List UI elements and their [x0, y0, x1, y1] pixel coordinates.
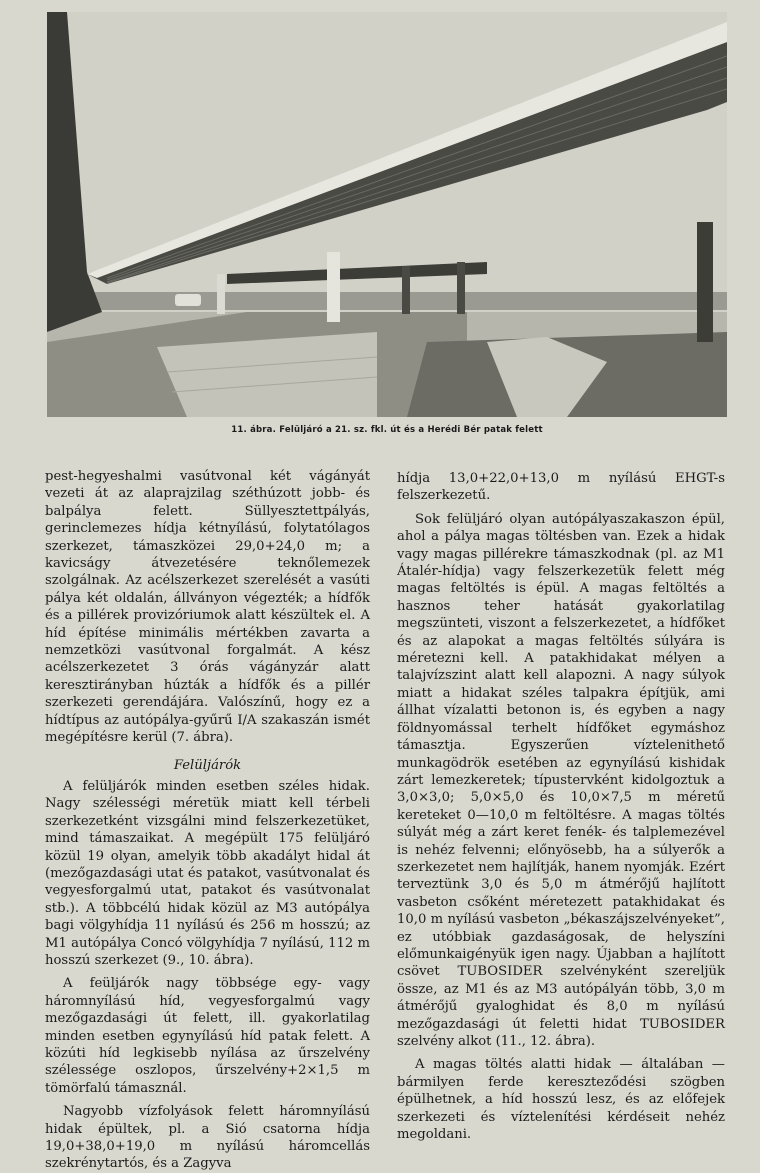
section-heading: Felüljárók — [173, 757, 242, 773]
bridge-photo — [47, 12, 727, 417]
text-column-left — [45, 468, 370, 1173]
bridge-photo-illustration — [47, 12, 727, 417]
paragraph: Sok felüljáró olyan autópályaszakaszon épül, ahol a pálya magas töltésben van. Ezek a hidak vagy magas pillérekre támaszkodnak (pl. az M1 Átalér-hídja) vagy felszerkezetük felett még magas feltöltés is épül. A magas feltöltés a hasznos teher hatását gyakorlatilag megszünteti, viszont a felszerkezetet, a hídfőket és az alapokat a magas feltöltés súlyára is méretezni kell. A patakhidakat mélyen a talajvízszint alatt kell alapozni. A nagy súlyok miatt a hidakat széles talpakra építjük, ami állhat vízalatti betonon is, és egyben a nagy földnyomással terhelt hídfőket egymáshoz támasztja. Egyszerűen víztelenithető munkagödrök esetében az egynyílású kishidak zárt lemezkeretek; típustervként kidolgoztuk a 3,0×3,0; 5,0×5,0 és 10,0×7,5 m méretű kereteket 0—10,0 m feltöltésre. A magas töltés súlyát még a zárt keret fenék- és talplemezével is nehéz felvenni; előnyösebb, ha a súlyerők a szerkezetet nem hajlítják, hanem nyomják. Ezért terveztünk 3,0 és 5,0 m átmérőjű hajlított vasbeton csőként méretezett patakhidakat és 10,0 m nyílású vasbeton „békaszájszelvényeket”, ez utóbbiak gazdaságosak, de helyszíni előmunkaigényük igen nagy. Újabban a hajlított csövet TUBOSIDER szelvényként szereljük össze, az M1 és az M3 autópályán több, 3,0 m átmérőjű gyaloghidat és 8,0 m nyílású mezőgazdasági út feletti hidat TUBOSIDER szelvény alkot (11., 12. ábra). — [397, 511, 725, 1049]
text-column-right — [397, 470, 725, 1143]
paragraph: pest-hegyeshalmi vasútvonal két vágányát vezeti át az alaprajzilag széthúzott jobb- és balpálya felett. Süllyesztettpályás, gerinclemezes hídja kétnyílású, folytatólagos szerkezet, támaszközei 29,0+24,0 m; a kavicságy átvezetésére teknőlemezek szolgálnak. Az acélszerkezet szerelését a vasúti pálya két oldalán, állványon végezték; a hídfők és a pillérek provizóriumok alatt készültek el. A híd építése minimális mértékben zavarta a nemzetközi vasútvonal forgalmát. A kész acélszerkezetet 3 órás vágányzár alatt keresztirányban húzták a hídfők és a pillér szerkezeti gerendájára. Valószínű, hogy ez a hídtípus az autópálya-gyűrű I/A szakaszán ismét megépítésre kerül (7. ábra). — [45, 469, 370, 746]
paragraph: A feüljárók nagy többsége egy- vagy háromnyílású híd, vegyesforgalmú vagy mezőgazdasági út felett, ill. gyakorlatilag minden esetben egynyílású híd patak felett. A közúti híd legkisebb nyílása az űrszelvény szélessége oszlopos, űrszelvény+2×1,5 m tömörfalú támasznál. — [45, 976, 370, 1096]
paragraph: A felüljárók minden esetben széles hidak. Nagy szélességi méretük miatt kell térbeli szerkezetként vizsgálni mind felszerkezetüket, mind támaszaikat. A megépült 175 felüljáró közül 19 olyan, amelyik több akadályt hidal át (mezőgazdasági utat és patakot, vasútvonalat és vegyesforgalmú utat, patakot és vasútvonalat stb.). A többcélú hidak közül az M3 autópálya bagi völgyhídja 11 nyílású és 256 m hosszú; az M1 autópálya Concó völgyhídja 7 nyílású, 112 m hosszú szerkezet (9., 10. ábra). — [45, 778, 370, 968]
paragraph: hídja 13,0+22,0+13,0 m nyílású EHGT-s felszerkezetű. — [397, 471, 725, 504]
figure-caption: 11. ábra. Felüljáró a 21. sz. fkl. út és a Herédi Bér patak felett — [231, 425, 543, 435]
paragraph: A magas töltés alatti hidak — általában — bármilyen ferde kereszteződési szögben épülhetnek, a híd hosszú lesz, és az előfejek szerkezeti és víztelenítési kérdéseit nehéz megoldani. — [397, 1057, 725, 1143]
paragraph: Nagyobb vízfolyások felett háromnyílású hidak épültek, pl. a Sió csatorna hídja 19,0+38,0+19,0 m nyílású háromcellás szekrénytartós, és a Zagyva — [45, 1104, 370, 1172]
